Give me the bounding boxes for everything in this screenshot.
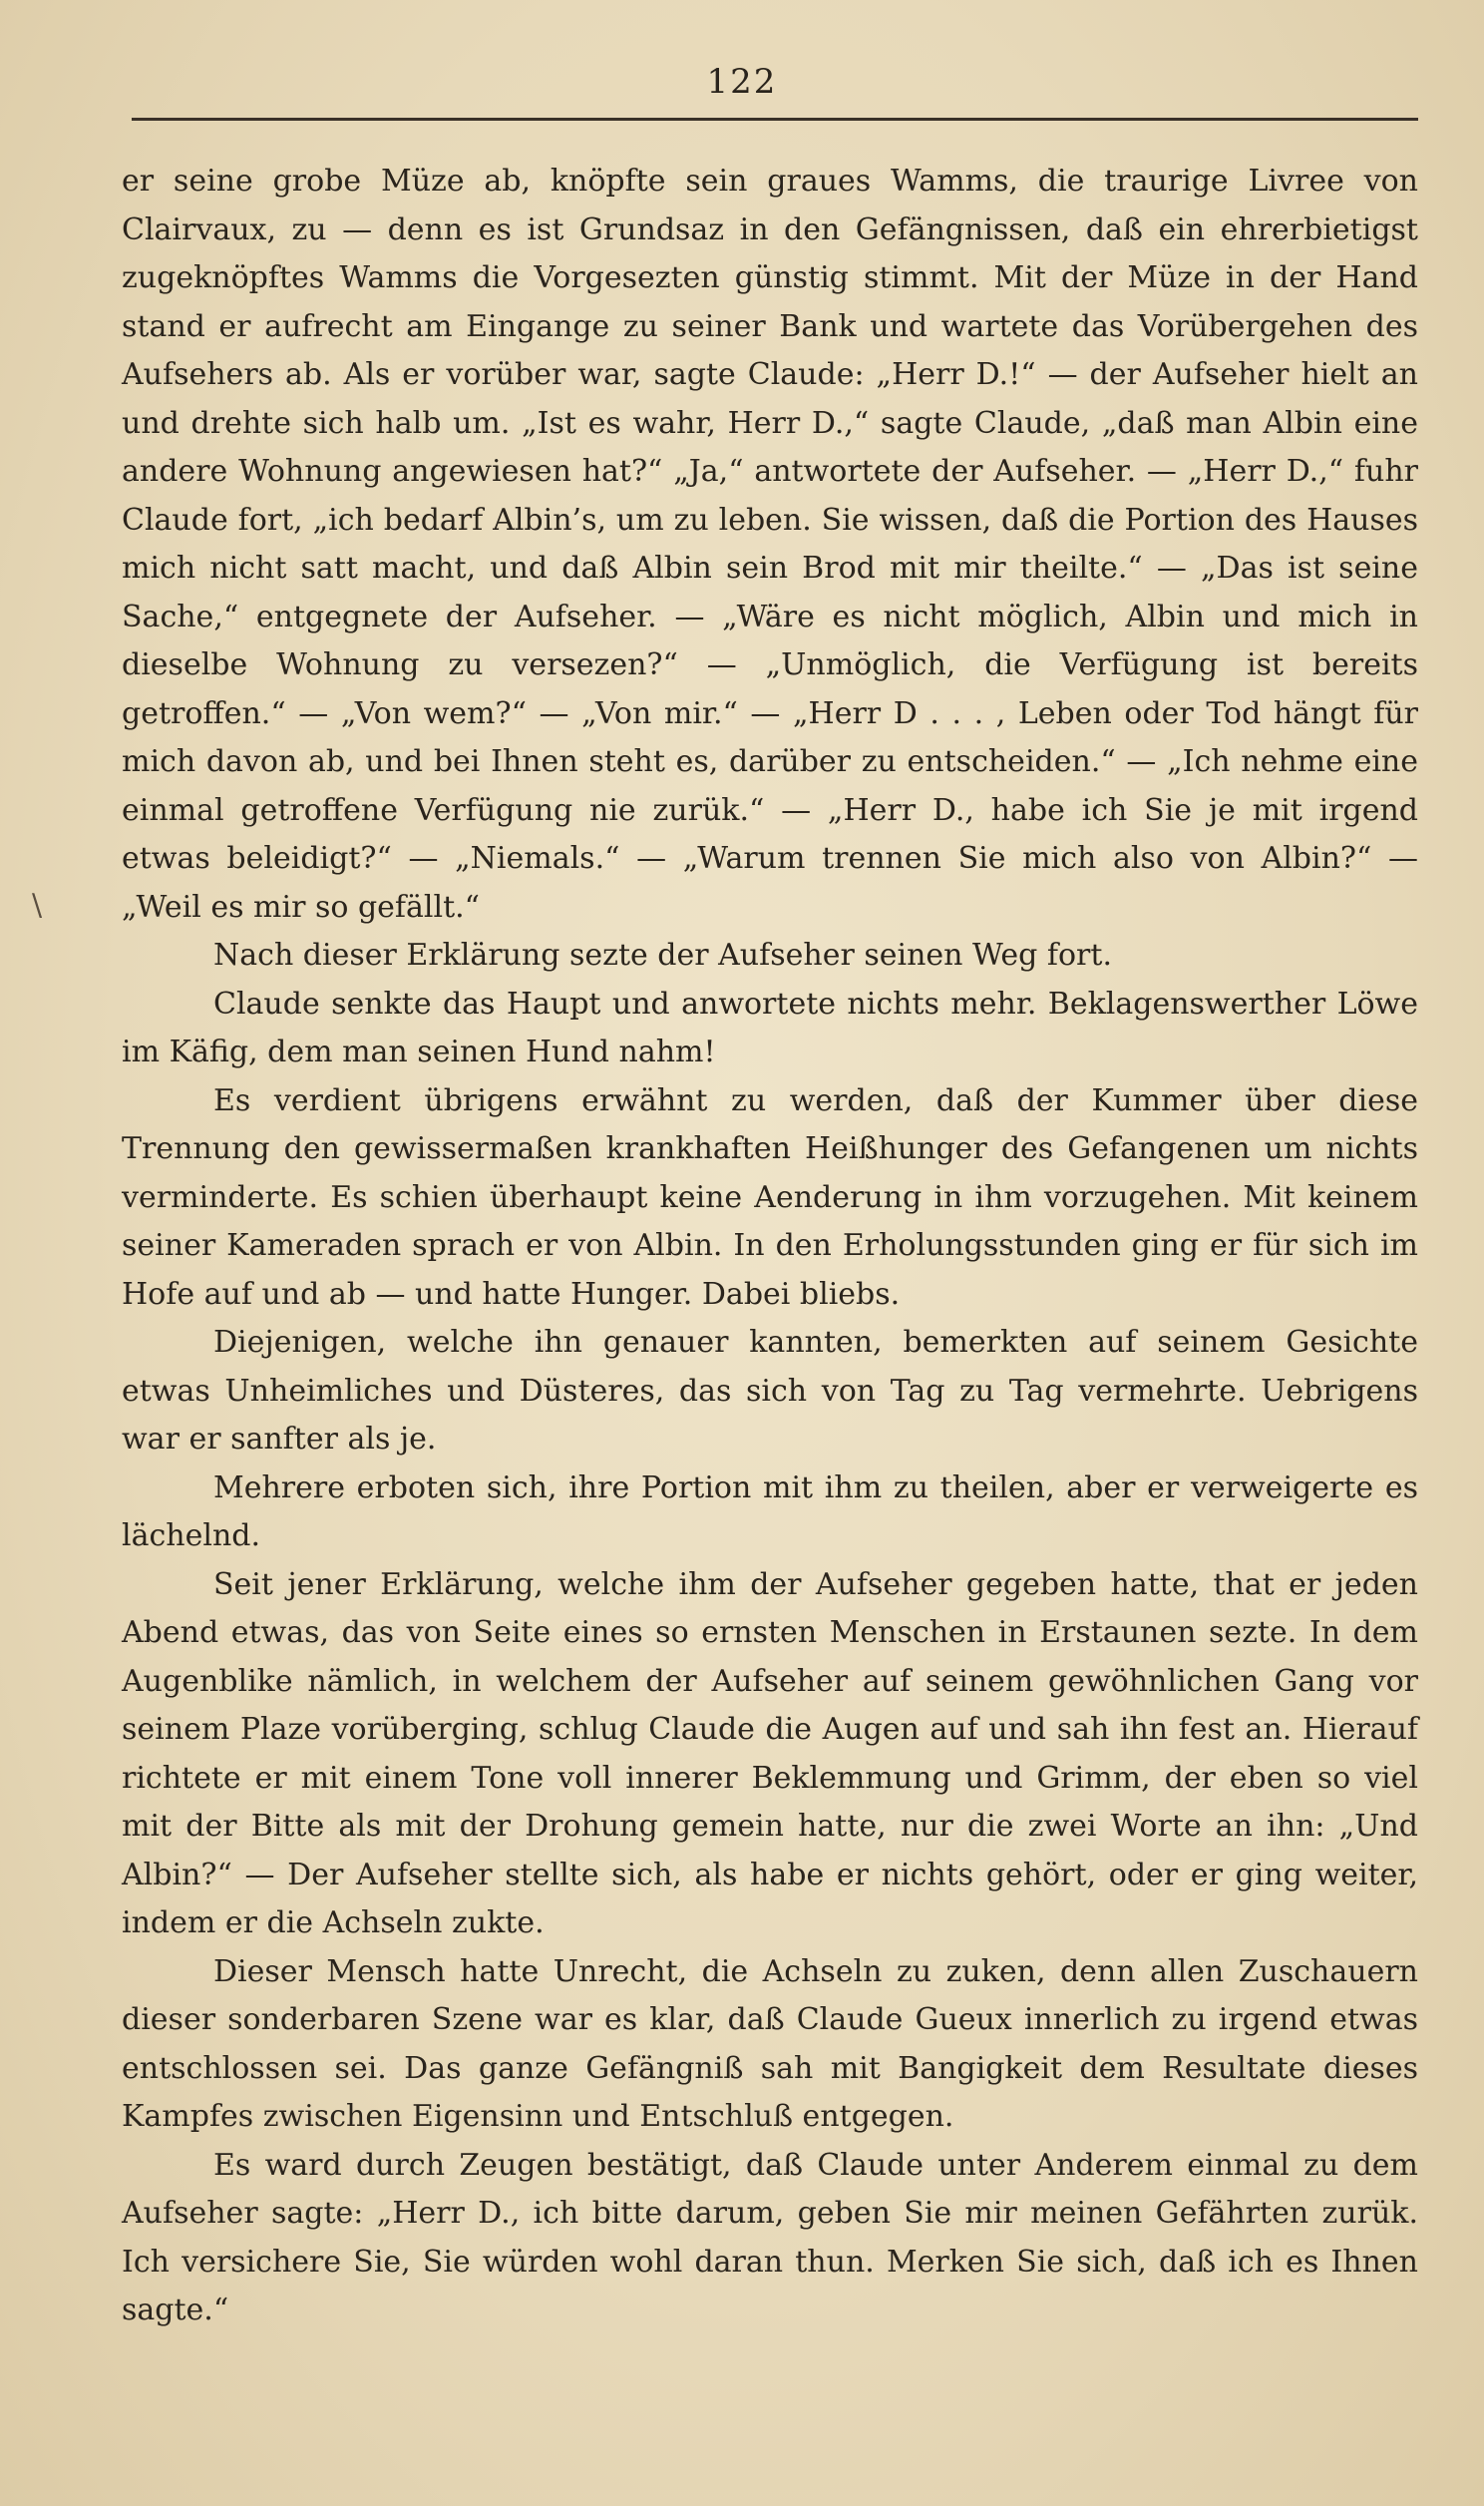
paragraph: Dieser Mensch hatte Unrecht, die Achseln zu zuken, denn allen Zuschauern dieser sonderbaren Szene war es klar, daß Claude Gueux innerlich zu irgend etwas entschlossen sei. Das ganze Gefängniß sah mit Bangigkeit dem Resultate dieses Kampfes zwischen Eigensinn und Entschluß entgegen. bbox=[122, 1953, 1418, 2134]
header-rule bbox=[132, 118, 1418, 121]
margin-mark: \ bbox=[32, 888, 43, 923]
paragraph: er seine grobe Müze ab, knöpfte sein graues Wamms, die traurige Livree von Clairvaux, zu — denn es ist Grundsaz in den Gefängnissen, daß ein ehrerbietigst zugeknöpftes Wamms die Vorgesezten günstig stimmt. Mit der Müze in der Hand stand er aufrecht am Eingange zu seiner Bank und wartete das Vorübergehen des Aufsehers ab. Als er vorüber war, sagte Claude: „Herr D.!“ — der Aufseher hielt an und drehte sich halb um. „Ist es wahr, Herr D.,“ sagte Claude, „daß man Albin eine andere Wohnung angewiesen hat?“ „Ja,“ antwortete der Aufseher. — „Herr D.,“ fuhr Claude fort, „ich bedarf Albin’s, um zu leben. Sie wissen, daß die Portion des Hauses mich nicht satt macht, und daß Albin sein Brod mit mir theilte.“ — „Das ist seine Sache,“ entgegnete der Aufseher. — „Wäre es nicht möglich, Albin und mich in dieselbe Wohnung zu versezen?“ — „Unmöglich, die Verfügung ist bereits getroffen.“ — „Von wem?“ — „Von mir.“ — „Herr D . . . , Leben oder Tod hängt für mich davon ab, und bei Ihnen steht es, darüber zu entscheiden.“ — „Ich nehme eine einmal getroffene Verfügung nie zurük.“ — „Herr D., habe ich Sie je mit irgend etwas beleidigt?“ — „Niemals.“ — „Warum trennen Sie mich also von Albin?“ — „Weil es mir so gefällt.“ bbox=[122, 164, 1418, 925]
paragraph: Mehrere erboten sich, ihre Portion mit ihm zu theilen, aber er verweigerte es lächelnd. bbox=[122, 1469, 1418, 1553]
body-text bbox=[122, 158, 1418, 2335]
paragraph: Nach dieser Erklärung sezte der Aufseher seinen Weg fort. bbox=[213, 938, 1112, 973]
paragraph: Seit jener Erklärung, welche ihm der Aufseher gegeben hatte, that er jeden Abend etwas, das von Seite eines so ernsten Menschen in Erstaunen sezte. In dem Augenblike nämlich, in welchem der Aufseher auf seinem gewöhnlichen Gang vor seinem Plaze vorüberging, schlug Claude die Augen auf und sah ihn fest an. Hierauf richtete er mit einem Tone voll innerer Beklemmung und Grimm, der eben so viel mit der Bitte als mit der Drohung gemein hatte, nur die zwei Worte an ihn: „Und Albin?“ — Der Aufseher stellte sich, als habe er nichts gehört, oder er ging weiter, indem er die Achseln zukte. bbox=[122, 1566, 1418, 1940]
paragraph: Claude senkte das Haupt und anwortete nichts mehr. Beklagenswerther Löwe im Käfig, dem man seinen Hund nahm! bbox=[122, 986, 1418, 1069]
paragraph: Es verdient übrigens erwähnt zu werden, daß der Kummer über diese Trennung den gewissermaßen krankhaften Heißhunger des Gefangenen um nichts verminderte. Es schien überhaupt keine Aenderung in ihm vorzugehen. Mit keinem seiner Kameraden sprach er von Albin. In den Erholungsstunden ging er für sich im Hofe auf und ab — und hatte Hunger. Dabei bliebs. bbox=[122, 1082, 1418, 1312]
page-number: 122 bbox=[706, 62, 778, 102]
paragraph: Es ward durch Zeugen bestätigt, daß Claude unter Anderem einmal zu dem Aufseher sagte: „Herr D., ich bitte darum, geben Sie mir meinen Gefährten zurük. Ich versichere Sie, Sie würden wohl daran thun. Merken Sie sich, daß ich es Ihnen sagte.“ bbox=[122, 2147, 1418, 2327]
paragraph: Diejenigen, welche ihn genauer kannten, bemerkten auf seinem Gesichte etwas Unheimliches und Düsteres, das sich von Tag zu Tag vermehrte. Uebrigens war er sanfter als je. bbox=[122, 1325, 1418, 1457]
